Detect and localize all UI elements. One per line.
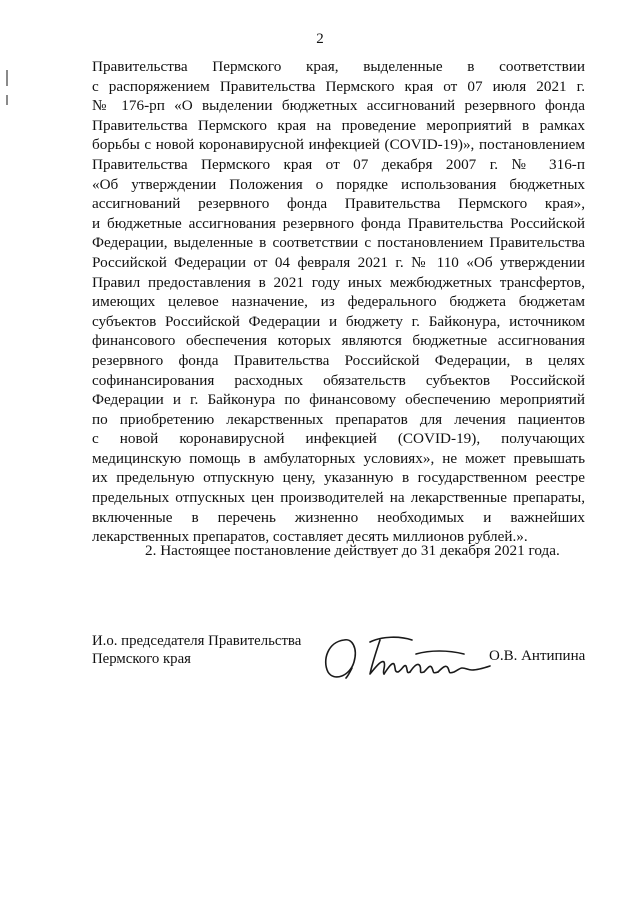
text-line: имеющих целевое назначение, из федерального бюджета бюджетам: [92, 293, 585, 311]
text-line: Российской Федерации от 04 февраля 2021 г. № 110 «Об утверждении: [92, 253, 585, 271]
signer-title: [92, 633, 301, 668]
text-line: предельных отпускных цен производителей на лекарственные препараты,: [92, 489, 585, 507]
text-line: борьбы с новой коронавирусной инфекцией (COVID-19)», постановлением: [92, 136, 585, 154]
text-line: Правительства Пермского края, выделенные в соответствии: [92, 58, 585, 75]
text-line: финансового обеспечения которых являются бюджетные ассигнования: [92, 332, 585, 350]
signer-name: О.В. Антипина: [489, 648, 586, 664]
scan-edge-mark: [6, 95, 8, 105]
text-line: лекарственных препаратов, составляет десять миллионов рублей.».: [92, 528, 528, 546]
signer-title-line-2: Пермского края: [92, 650, 191, 667]
text-line: ассигнований резервного фонда Правительства Пермского края»,: [92, 195, 585, 213]
text-line: включенные в перечень жизненно необходимых и важнейших: [92, 508, 585, 526]
handwritten-signature: [318, 628, 493, 684]
text-line: Федерации и г. Байконура по финансовому обеспечению мероприятий: [92, 391, 585, 409]
text-line: с распоряжением Правительства Пермского края от 07 июля 2021 г.: [92, 77, 585, 95]
text-line: с новой коронавирусной инфекцией (COVID-19), получающих: [92, 430, 585, 448]
text-line: медицинскую помощь в амбулаторных условиях», не может превышать: [92, 449, 585, 467]
signer-title-line-1: И.о. председателя Правительства: [92, 633, 302, 649]
text-line: № 176-рп «О выделении бюджетных ассигнований резервного фонда: [92, 97, 585, 115]
text-line: резервного фонда Правительства Российской Федерации, в целях: [92, 351, 585, 369]
text-line: их предельную отпускную цену, указанную в государственном реестре: [92, 469, 585, 487]
text-line: Федерации, выделенные в соответствии с постановлением Правительства: [92, 234, 585, 252]
paragraph-2: 2. Настоящее постановление действует до 31 декабря 2021 года.: [145, 542, 560, 559]
text-line: Правительства Пермского края от 07 декабря 2007 г. № 316-п: [92, 155, 585, 173]
text-line: субъектов Российской Федерации и бюджету г. Байконура, источником: [92, 312, 585, 330]
page-number: 2: [316, 31, 324, 47]
text-line: и бюджетные ассигнования резервного фонда Правительства Российской: [92, 214, 585, 232]
scan-edge-mark: [6, 70, 8, 86]
paragraph-1: [92, 57, 585, 547]
text-line: «Об утверждении Положения о порядке использования бюджетных: [92, 175, 585, 193]
text-line: софинансирования расходных обязательств субъектов Российской: [92, 371, 585, 389]
text-line: Правительства Пермского края на проведение мероприятий в рамках: [92, 116, 585, 134]
text-line: Правил предоставления в 2021 году иных межбюджетных трансфертов,: [92, 273, 585, 291]
text-line: по приобретению лекарственных препаратов для лечения пациентов: [92, 410, 585, 428]
